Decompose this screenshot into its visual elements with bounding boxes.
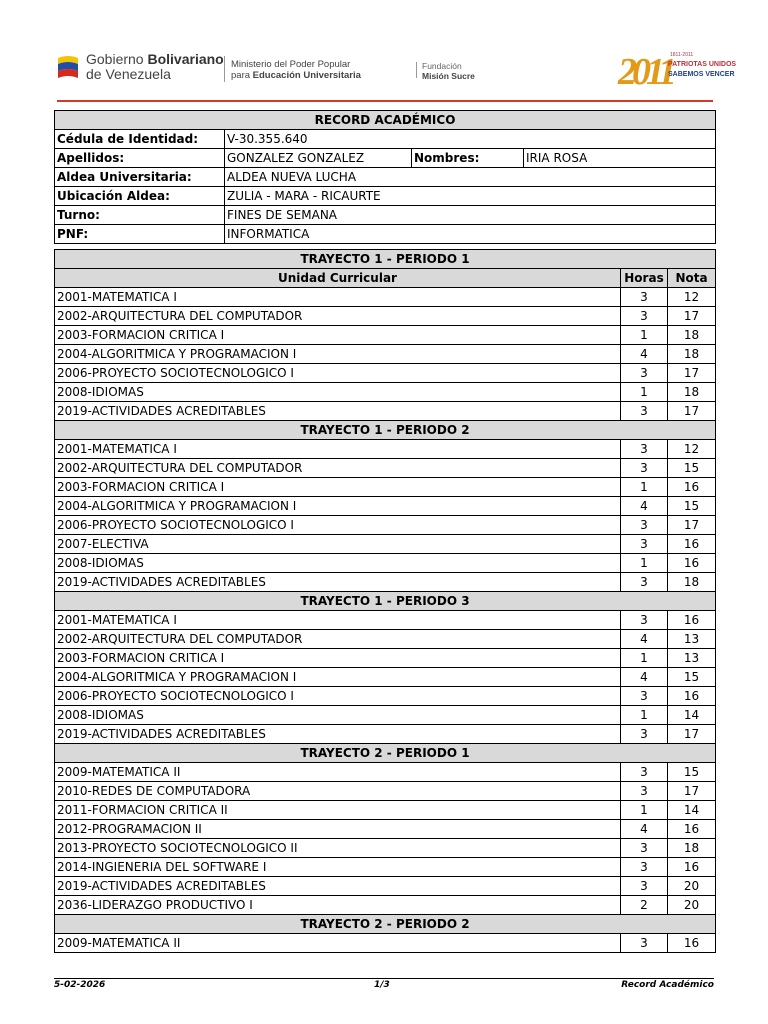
footer-line xyxy=(54,978,714,979)
table-row xyxy=(55,896,716,915)
course-name: 2004-ALGORITMICA Y PROGRAMACION I xyxy=(55,345,621,364)
course-name: 2003-FORMACION CRITICA I xyxy=(55,649,621,668)
course-name: 2019-ACTIVIDADES ACREDITABLES xyxy=(55,725,621,744)
apellidos-value: GONZALEZ GONZALEZ xyxy=(225,149,412,168)
course-grade: 14 xyxy=(668,706,716,725)
gov-line2: de Venezuela xyxy=(86,66,171,82)
table-row xyxy=(55,497,716,516)
course-hours: 3 xyxy=(621,459,668,478)
period-header-row xyxy=(55,915,716,934)
table-row xyxy=(55,877,716,896)
foundation-line1: Fundación xyxy=(422,61,462,71)
table-row xyxy=(55,649,716,668)
table-row xyxy=(55,383,716,402)
course-name: 2013-PROYECTO SOCIOTECNOLOGICO II xyxy=(55,839,621,858)
period-header-row xyxy=(55,592,716,611)
table-row xyxy=(55,725,716,744)
course-grade: 18 xyxy=(668,573,716,592)
course-hours: 3 xyxy=(621,877,668,896)
course-grade: 17 xyxy=(668,402,716,421)
course-name: 2009-MATEMATICA II xyxy=(55,934,621,953)
course-grade: 15 xyxy=(668,497,716,516)
course-grade: 12 xyxy=(668,440,716,459)
course-grade: 17 xyxy=(668,516,716,535)
ministry-text xyxy=(231,59,361,81)
table-row xyxy=(55,839,716,858)
course-hours: 3 xyxy=(621,839,668,858)
cedula-value: V-30.355.640 xyxy=(225,130,716,149)
course-grade: 14 xyxy=(668,801,716,820)
course-grade: 17 xyxy=(668,307,716,326)
course-name: 2036-LIDERAZGO PRODUCTIVO I xyxy=(55,896,621,915)
cedula-label: Cédula de Identidad: xyxy=(55,130,225,149)
course-hours: 1 xyxy=(621,706,668,725)
course-grade: 15 xyxy=(668,459,716,478)
ministry-line2-bold: Educación Universitaria xyxy=(252,70,361,81)
bicentennial-text2: SABEMOS VENCER xyxy=(668,71,735,78)
course-name: 2001-MATEMATICA I xyxy=(55,611,621,630)
table-row xyxy=(55,345,716,364)
course-hours: 3 xyxy=(621,440,668,459)
page-header xyxy=(0,0,768,100)
course-name: 2002-ARQUITECTURA DEL COMPUTADOR xyxy=(55,630,621,649)
ministry-line1: Ministerio del Poder Popular xyxy=(231,59,351,70)
course-grade: 16 xyxy=(668,820,716,839)
course-name: 2004-ALGORITMICA Y PROGRAMACION I xyxy=(55,668,621,687)
course-name: 2012-PROGRAMACION II xyxy=(55,820,621,839)
nombres-value: IRIA ROSA xyxy=(524,149,716,168)
footer-page-number: 1/3 xyxy=(374,980,390,990)
turno-label: Turno: xyxy=(55,206,225,225)
course-grade: 13 xyxy=(668,649,716,668)
table-row xyxy=(55,535,716,554)
course-name: 2006-PROYECTO SOCIOTECNOLOGICO I xyxy=(55,516,621,535)
gov-line1-prefix: Gobierno xyxy=(86,51,144,67)
course-hours: 4 xyxy=(621,668,668,687)
course-hours: 3 xyxy=(621,364,668,383)
table-row xyxy=(55,611,716,630)
course-hours: 1 xyxy=(621,478,668,497)
course-grade: 12 xyxy=(668,288,716,307)
table-row xyxy=(55,440,716,459)
course-grade: 16 xyxy=(668,611,716,630)
bicentennial-logo xyxy=(616,46,737,93)
course-hours: 3 xyxy=(621,611,668,630)
course-grade: 18 xyxy=(668,345,716,364)
course-name: 2019-ACTIVIDADES ACREDITABLES xyxy=(55,402,621,421)
course-name: 2008-IDIOMAS xyxy=(55,383,621,402)
course-grade: 16 xyxy=(668,687,716,706)
course-hours: 4 xyxy=(621,630,668,649)
table-row xyxy=(55,706,716,725)
course-name: 2003-FORMACION CRITICA I xyxy=(55,326,621,345)
course-grade: 20 xyxy=(668,896,716,915)
course-name: 2006-PROYECTO SOCIOTECNOLOGICO I xyxy=(55,364,621,383)
course-hours: 4 xyxy=(621,820,668,839)
course-hours: 1 xyxy=(621,383,668,402)
course-grade: 17 xyxy=(668,725,716,744)
table-row xyxy=(55,478,716,497)
period-title: TRAYECTO 1 - PERIODO 1 xyxy=(55,250,716,269)
table-row xyxy=(55,763,716,782)
aldea-value: ALDEA NUEVA LUCHA xyxy=(225,168,716,187)
ministry-line2-prefix: para xyxy=(231,70,251,81)
period-title: TRAYECTO 2 - PERIODO 2 xyxy=(55,915,716,934)
table-row xyxy=(55,630,716,649)
course-hours: 2 xyxy=(621,896,668,915)
course-name: 2007-ELECTIVA xyxy=(55,535,621,554)
course-grade: 18 xyxy=(668,326,716,345)
period-title: TRAYECTO 1 - PERIODO 2 xyxy=(55,421,716,440)
course-grade: 16 xyxy=(668,934,716,953)
course-name: 2008-IDIOMAS xyxy=(55,706,621,725)
course-hours: 4 xyxy=(621,497,668,516)
course-grade: 20 xyxy=(668,877,716,896)
course-hours: 3 xyxy=(621,782,668,801)
grades-table xyxy=(54,249,716,953)
column-header-row xyxy=(55,269,716,288)
course-hours: 3 xyxy=(621,687,668,706)
course-hours: 1 xyxy=(621,649,668,668)
venezuela-flag-icon xyxy=(56,54,80,82)
course-name: 2010-REDES DE COMPUTADORA xyxy=(55,782,621,801)
table-row xyxy=(55,307,716,326)
pnf-value: INFORMATICA xyxy=(225,225,716,244)
footer-doc-title: Record Académico xyxy=(621,980,714,990)
period-header-row xyxy=(55,421,716,440)
course-grade: 15 xyxy=(668,763,716,782)
course-hours: 1 xyxy=(621,554,668,573)
pnf-label: PNF: xyxy=(55,225,225,244)
course-name: 2002-ARQUITECTURA DEL COMPUTADOR xyxy=(55,459,621,478)
course-name: 2002-ARQUITECTURA DEL COMPUTADOR xyxy=(55,307,621,326)
course-name: 2008-IDIOMAS xyxy=(55,554,621,573)
course-grade: 16 xyxy=(668,535,716,554)
course-grade: 17 xyxy=(668,782,716,801)
course-hours: 3 xyxy=(621,573,668,592)
course-name: 2009-MATEMATICA II xyxy=(55,763,621,782)
header-divider xyxy=(416,62,417,78)
course-name: 2014-INGIENERIA DEL SOFTWARE I xyxy=(55,858,621,877)
aldea-label: Aldea Universitaria: xyxy=(55,168,225,187)
bicentennial-years: 2011 xyxy=(618,51,672,93)
table-row xyxy=(55,459,716,478)
course-grade: 16 xyxy=(668,554,716,573)
government-logo-text xyxy=(86,52,224,82)
table-row xyxy=(55,516,716,535)
student-info-table xyxy=(54,110,716,244)
course-grade: 17 xyxy=(668,364,716,383)
course-name: 2019-ACTIVIDADES ACREDITABLES xyxy=(55,573,621,592)
foundation-text xyxy=(422,62,475,81)
col-unidad-header: Unidad Curricular xyxy=(55,269,621,288)
footer-date: 5-02-2026 xyxy=(54,980,106,990)
course-hours: 4 xyxy=(621,345,668,364)
table-row xyxy=(55,364,716,383)
nombres-label: Nombres: xyxy=(412,149,524,168)
header-divider xyxy=(224,56,225,82)
course-name: 2004-ALGORITMICA Y PROGRAMACION I xyxy=(55,497,621,516)
course-hours: 3 xyxy=(621,288,668,307)
course-name: 2001-MATEMATICA I xyxy=(55,440,621,459)
course-name: 2011-FORMACION CRITICA II xyxy=(55,801,621,820)
course-grade: 15 xyxy=(668,668,716,687)
gov-line1-bold: Bolivariano xyxy=(147,51,224,67)
table-row xyxy=(55,934,716,953)
course-hours: 1 xyxy=(621,801,668,820)
table-row xyxy=(55,326,716,345)
table-row xyxy=(55,858,716,877)
ubicacion-label: Ubicación Aldea: xyxy=(55,187,225,206)
course-grade: 16 xyxy=(668,478,716,497)
course-hours: 3 xyxy=(621,307,668,326)
period-header-row xyxy=(55,744,716,763)
ubicacion-value: ZULIA - MARA - RICAURTE xyxy=(225,187,716,206)
col-nota-header: Nota xyxy=(668,269,716,288)
course-grade: 18 xyxy=(668,383,716,402)
table-row xyxy=(55,687,716,706)
course-name: 2019-ACTIVIDADES ACREDITABLES xyxy=(55,877,621,896)
apellidos-label: Apellidos: xyxy=(55,149,225,168)
table-row xyxy=(55,668,716,687)
table-row xyxy=(55,402,716,421)
course-hours: 3 xyxy=(621,763,668,782)
course-hours: 3 xyxy=(621,402,668,421)
period-header-row xyxy=(55,250,716,269)
table-row xyxy=(55,554,716,573)
course-grade: 13 xyxy=(668,630,716,649)
table-row xyxy=(55,820,716,839)
foundation-line2: Misión Sucre xyxy=(422,70,475,81)
period-title: TRAYECTO 1 - PERIODO 3 xyxy=(55,592,716,611)
period-title: TRAYECTO 2 - PERIODO 1 xyxy=(55,744,716,763)
course-name: 2006-PROYECTO SOCIOTECNOLOGICO I xyxy=(55,687,621,706)
course-hours: 3 xyxy=(621,858,668,877)
table-row xyxy=(55,782,716,801)
course-name: 2003-FORMACION CRITICA I xyxy=(55,478,621,497)
course-grade: 16 xyxy=(668,858,716,877)
course-hours: 3 xyxy=(621,725,668,744)
header-red-line xyxy=(57,100,713,102)
bicentennial-small: 1811-2011 xyxy=(670,52,694,58)
course-hours: 3 xyxy=(621,535,668,554)
course-hours: 3 xyxy=(621,934,668,953)
course-name: 2001-MATEMATICA I xyxy=(55,288,621,307)
table-row xyxy=(55,801,716,820)
bicentennial-text1: PATRIOTAS UNIDOS xyxy=(668,61,737,68)
record-title: RECORD ACADÉMICO xyxy=(55,111,716,130)
col-horas-header: Horas xyxy=(621,269,668,288)
turno-value: FINES DE SEMANA xyxy=(225,206,716,225)
table-row xyxy=(55,288,716,307)
table-row xyxy=(55,573,716,592)
course-hours: 3 xyxy=(621,516,668,535)
course-hours: 1 xyxy=(621,326,668,345)
course-grade: 18 xyxy=(668,839,716,858)
